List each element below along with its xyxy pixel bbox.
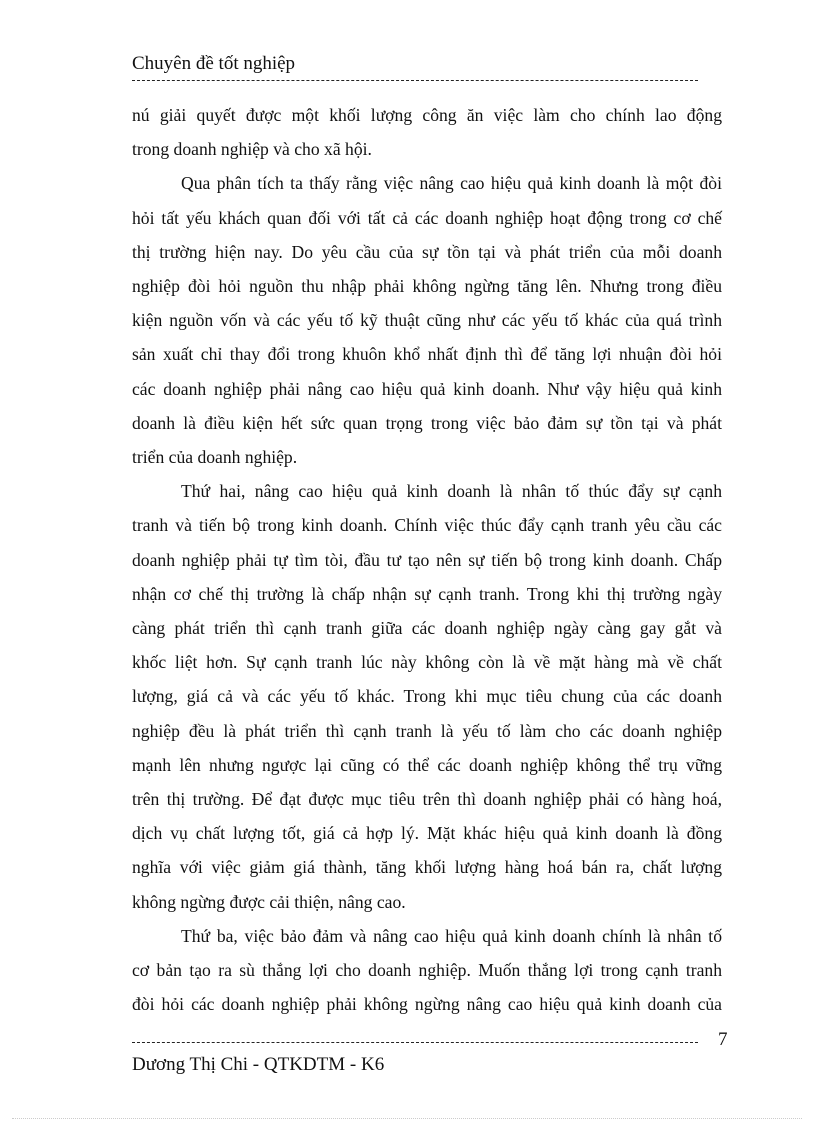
text-line: mạnh lên nhưng ngược lại cũng có thể các doanh nghiệp không thể trụ vững — [132, 754, 722, 775]
paragraph-4 — [132, 919, 722, 1022]
text-line: lượng, giá cả và các yếu tố khác. Trong khi mục tiêu chung của các doanh — [132, 686, 722, 707]
body-text — [132, 98, 722, 1021]
text-line: thị trường hiện nay. Do yêu cầu của sự tồn tại và phát triển của mỗi doanh — [132, 241, 722, 262]
text-line: tranh và tiến bộ trong kinh doanh. Chính việc thúc đẩy cạnh tranh yêu cầu các — [132, 515, 722, 536]
paragraph-1 — [132, 98, 722, 166]
text-line: cơ bản tạo ra sù thắng lợi cho doanh nghiệp. Muốn thắng lợi trong cạnh tranh — [132, 960, 722, 981]
text-line: nghĩa với việc giảm giá thành, tăng khối lượng hàng hoá bán ra, chất lượng — [132, 857, 722, 878]
text-line: các doanh nghiệp phải nâng cao hiệu quả kinh doanh. Như vậy hiệu quả kinh — [132, 378, 722, 399]
footer-author: Dương Thị Chi - QTKDTM - K6 — [132, 1054, 385, 1075]
text-line: dịch vụ chất lượng tốt, giá cả hợp lý. Mặt khác hiệu quả kinh doanh là đồng — [132, 823, 722, 844]
text-line: nú giải quyết được một khối lượng công ăn việc làm cho chính lao động — [132, 105, 722, 125]
text-line: khốc liệt hơn. Sự cạnh tranh lúc này không còn là về mặt hàng mà về chất — [132, 652, 722, 673]
header-title: Chuyên đề tốt nghiệp — [132, 53, 296, 74]
text-line: triển của doanh nghiệp. — [132, 447, 298, 468]
header-divider — [132, 80, 698, 81]
text-line: Thứ ba, việc bảo đảm và nâng cao hiệu quả kinh doanh chính là nhân tố — [181, 925, 722, 946]
paragraph-2 — [132, 166, 722, 474]
text-line: sản xuất chỉ thay đổi trong khuôn khổ nhất định thì để tăng lợi nhuận đòi hỏi — [132, 344, 722, 365]
page-number: 7 — [718, 1029, 728, 1050]
page-bottom-edge — [12, 1118, 802, 1119]
footer-divider — [132, 1042, 698, 1043]
text-line: trên thị trường. Để đạt được mục tiêu trên thì doanh nghiệp phải có hàng hoá, — [132, 789, 722, 810]
text-line: nhận cơ chế thị trường là chấp nhận sự cạnh tranh. Trong khi thị trường ngày — [132, 583, 722, 604]
text-line: càng phát triển thì cạnh tranh giữa các doanh nghiệp ngày càng gay gắt và — [132, 618, 722, 639]
text-line: kiện nguồn vốn và các yếu tố kỹ thuật cũng như các yếu tố khác của quá trình — [132, 310, 722, 331]
text-line: trong doanh nghiệp và cho xã hội. — [132, 139, 372, 160]
text-line: Thứ hai, nâng cao hiệu quả kinh doanh là nhân tố thúc đẩy sự cạnh — [181, 481, 722, 502]
text-line: đòi hỏi các doanh nghiệp phải không ngừng nâng cao hiệu quả kinh doanh của — [132, 994, 722, 1015]
paragraph-3 — [132, 474, 722, 919]
text-line: doanh nghiệp phải tự tìm tòi, đầu tư tạo nên sự tiến bộ trong kinh doanh. Chấp — [132, 549, 722, 570]
text-line: không ngừng được cải thiện, nâng cao. — [132, 891, 406, 912]
text-line: doanh là điều kiện hết sức quan trọng trong việc bảo đảm sự tồn tại và phát — [132, 412, 722, 433]
text-line: nghiệp đều là phát triển thì cạnh tranh là yếu tố làm cho các doanh nghiệp — [132, 720, 722, 741]
text-line: nghiệp đòi hỏi nguồn thu nhập phải không ngừng tăng lên. Nhưng trong điều — [132, 276, 722, 297]
text-line: Qua phân tích ta thấy rằng việc nâng cao hiệu quả kinh doanh là một đòi — [181, 173, 722, 194]
text-line: hỏi tất yếu khách quan đối với tất cả các doanh nghiệp hoạt động trong cơ chế — [132, 207, 722, 228]
